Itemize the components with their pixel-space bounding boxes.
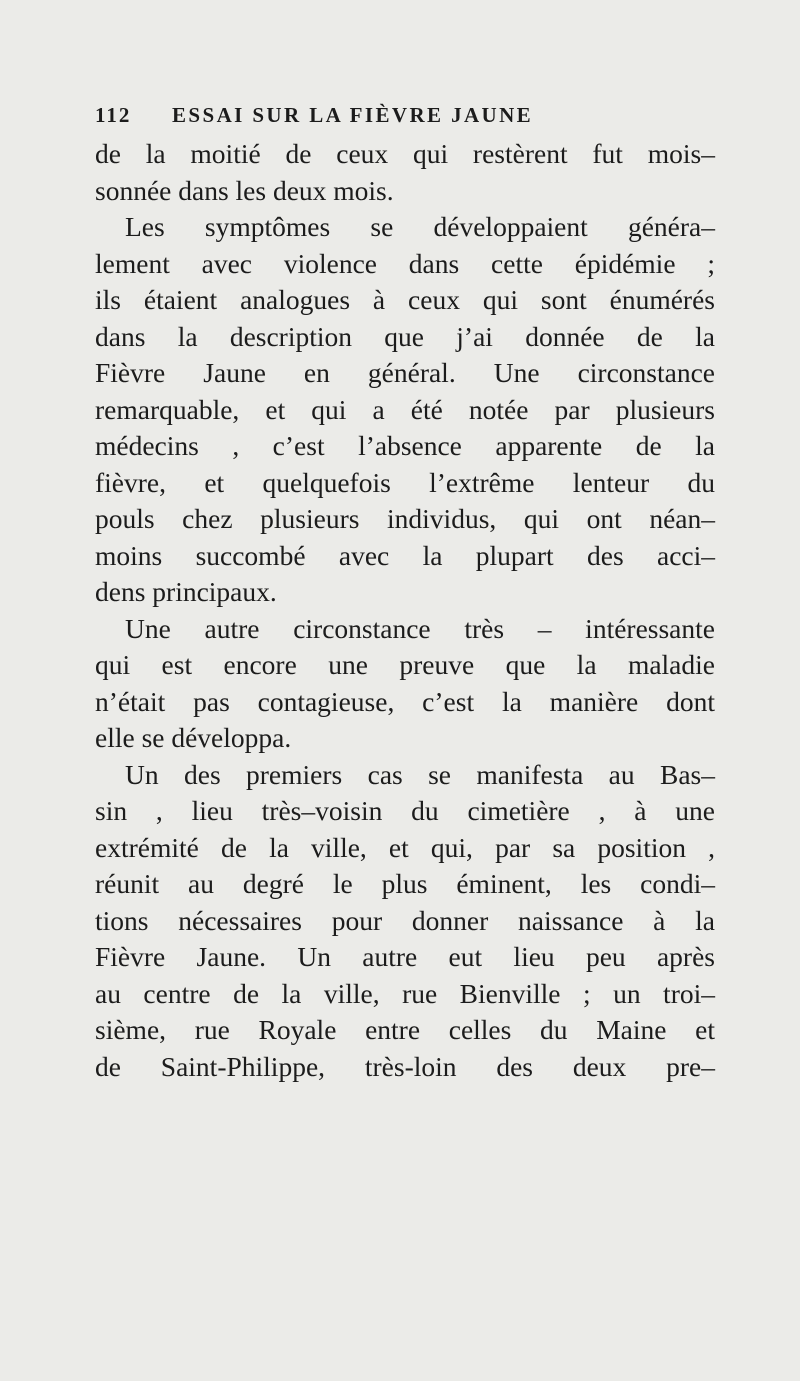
running-title: ESSAI SUR LA FIÈVRE JAUNE xyxy=(172,103,534,127)
text-line: sonnée dans les deux mois. xyxy=(95,174,394,206)
body-text xyxy=(95,136,715,1085)
text-line: sin , lieu très–voisin du cimetière , à une xyxy=(95,795,715,826)
text-line: Une autre circonstance très – intéressante xyxy=(125,612,715,644)
text-line: Un des premiers cas se manifesta au Bas– xyxy=(125,758,715,790)
text-line: pouls chez plusieurs individus, qui ont néan– xyxy=(95,503,715,534)
text-line: ils étaient analogues à ceux qui sont énumérés xyxy=(95,284,715,315)
text-line: au centre de la ville, rue Bienville ; un troi– xyxy=(95,977,715,1009)
text-line: fièvre, et quelquefois l’extrême lenteur du xyxy=(95,466,715,498)
text-line: dens principaux. xyxy=(95,576,277,607)
text-line: sième, rue Royale entre celles du Maine et xyxy=(95,1014,715,1045)
text-line: médecins , c’est l’absence apparente de la xyxy=(95,430,715,461)
page-number: 112 xyxy=(95,103,132,127)
text-line: Les symptômes se développaient généra– xyxy=(125,211,715,242)
text-line: elle se développa. xyxy=(95,722,292,753)
text-line: tions nécessaires pour donner naissance à la xyxy=(95,904,715,936)
text-line: Fièvre Jaune en général. Une circonstance xyxy=(95,357,715,388)
text-line: de la moitié de ceux qui restèrent fut mois– xyxy=(95,138,715,169)
text-line: lement avec violence dans cette épidémie ; xyxy=(95,247,715,279)
text-line: extrémité de la ville, et qui, par sa position , xyxy=(95,831,715,863)
text-line: Fièvre Jaune. Un autre eut lieu peu après xyxy=(95,941,715,972)
text-line: dans la description que j’ai donnée de la xyxy=(95,320,715,352)
text-line: n’était pas contagieuse, c’est la manière dont xyxy=(95,685,715,717)
text-line: qui est encore une preuve que la maladie xyxy=(95,649,715,680)
text-line: remarquable, et qui a été notée par plusieurs xyxy=(95,393,715,425)
text-line: de Saint-Philippe, très-loin des deux pre– xyxy=(95,1050,715,1082)
text-line: moins succombé avec la plupart des acci– xyxy=(95,539,715,571)
text-line: réunit au degré le plus éminent, les condi– xyxy=(95,868,715,899)
running-header xyxy=(95,103,715,133)
